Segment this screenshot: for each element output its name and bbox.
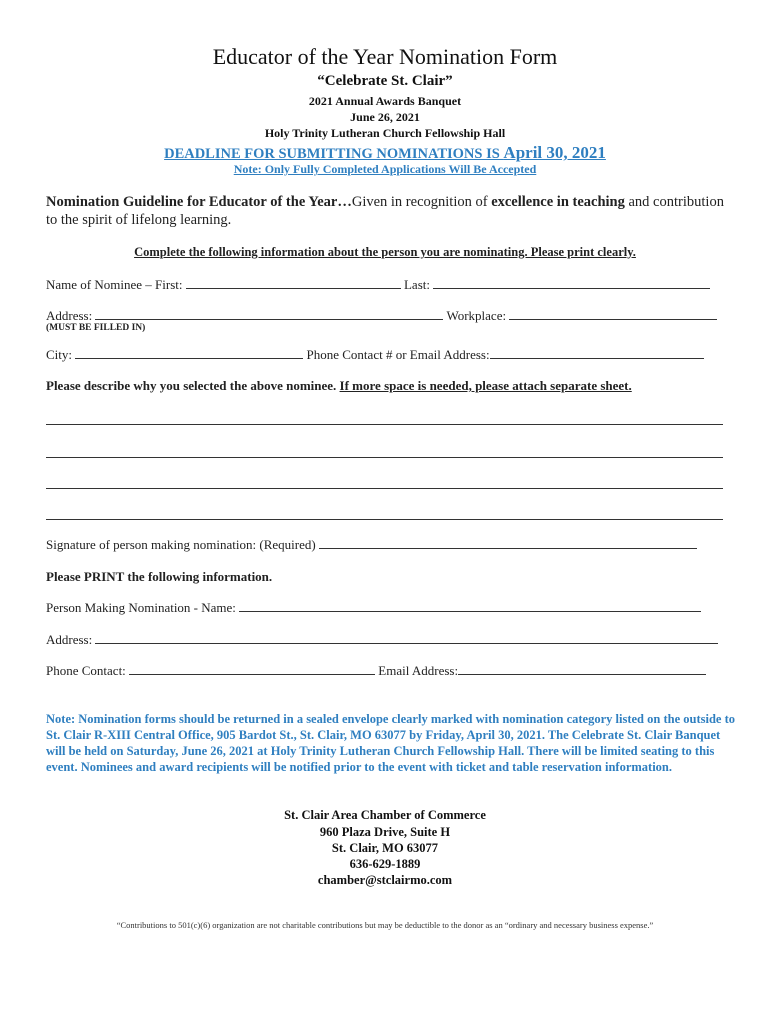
deadline-notice [0,143,770,163]
nominee-name-row [46,277,710,293]
nominator-phone-row [46,663,706,679]
print-info-heading: Please PRINT the following information. [46,569,273,584]
event-name: 2021 Annual Awards Banquet [308,94,462,108]
description-line-2[interactable] [46,457,723,458]
nominator-email-field[interactable] [458,664,706,675]
description-line-1[interactable] [46,424,723,425]
nominator-email-label: Email Address: [378,663,459,678]
last-name-label: Last: [403,277,434,292]
nominator-name-field[interactable] [239,601,701,612]
nominator-address-label: Address: [46,632,96,647]
form-instructions: Complete the following information about the person you are nominating. Please print clearly. [134,245,636,259]
phone-email-label: Phone Contact # or Email Address: [306,347,490,362]
guideline-text-b: and contribution to the spirit of lifelong learning. [46,194,724,228]
workplace-label: Workplace: [446,308,510,323]
workplace-field[interactable] [509,309,717,320]
form-title: Educator of the Year Nomination Form [212,44,558,69]
nomination-guideline [46,193,736,229]
nominator-address-row [46,632,718,648]
completion-note: Note: Only Fully Completed Applications Will Be Accepted [233,162,537,176]
contact-city: St. Clair, MO 63077 [331,841,439,855]
must-fill-label: (MUST BE FILLED IN) [46,323,146,333]
event-venue: Holy Trinity Lutheran Church Fellowship Hall [264,126,506,140]
signature-field[interactable] [319,538,697,549]
return-instructions-note: Note: Nomination forms should be returned in a sealed envelope clearly marked with nomination category listed on the outside to St. Clair R-XIII Central Office, 905 Bardot St., St. Clair, MO 63077 by Friday, April 30, 2021. The Celebrate St. Clair Banquet will be held on Saturday, June 26, 2021 at Holy Trinity Lutheran Church Fellowship Hall. There will be limited seating to this event. Nominees and award recipients will be notified prior to the event with ticket and table reservation information. [46,712,735,774]
guideline-text-a: Given in recognition of [351,194,492,210]
tax-footnote: “Contributions to 501(c)(6) organization are not charitable contributions but may be deductible to the donor as an “ordinary and necessary business expense.” [116,920,654,930]
nominator-address-field[interactable] [95,633,718,644]
describe-question-text: Please describe why you selected the above nominee. [46,378,340,393]
nominator-phone-label: Phone Contact: [46,663,130,678]
nominator-phone-field[interactable] [129,664,375,675]
contact-street: 960 Plaza Drive, Suite H [319,825,451,839]
first-name-field[interactable] [186,278,401,289]
contact-org: St. Clair Area Chamber of Commerce [284,808,486,822]
deadline-date: April 30, 2021 [503,143,606,162]
deadline-prefix: DEADLINE FOR SUBMITTING NOMINATIONS IS [164,146,504,162]
event-date: June 26, 2021 [350,110,420,124]
address-field[interactable] [95,309,443,320]
nominee-city-row [46,347,704,363]
nominee-address-row [46,308,717,324]
city-label: City: [46,347,76,362]
describe-question [46,378,632,394]
city-field[interactable] [75,348,303,359]
nominator-name-row [46,600,701,616]
form-subtitle: “Celebrate St. Clair” [317,73,453,89]
last-name-field[interactable] [433,278,710,289]
describe-question-note: If more space is needed, please attach separate sheet. [339,378,632,393]
guideline-emphasis: excellence in teaching [491,194,625,210]
guideline-lead: Nomination Guideline for Educator of the Year… [46,194,352,210]
contact-email: chamber@stclairmo.com [317,873,453,887]
signature-row [46,537,697,553]
phone-email-field[interactable] [490,348,704,359]
contact-phone: 636-629-1889 [349,857,421,871]
signature-label: Signature of person making nomination: (Required) [46,537,319,552]
nominator-name-label: Person Making Nomination - Name: [46,600,240,615]
description-line-3[interactable] [46,488,723,489]
first-name-label: Name of Nominee – First: [46,277,186,292]
address-label: Address: [46,308,96,323]
description-line-4[interactable] [46,519,723,520]
